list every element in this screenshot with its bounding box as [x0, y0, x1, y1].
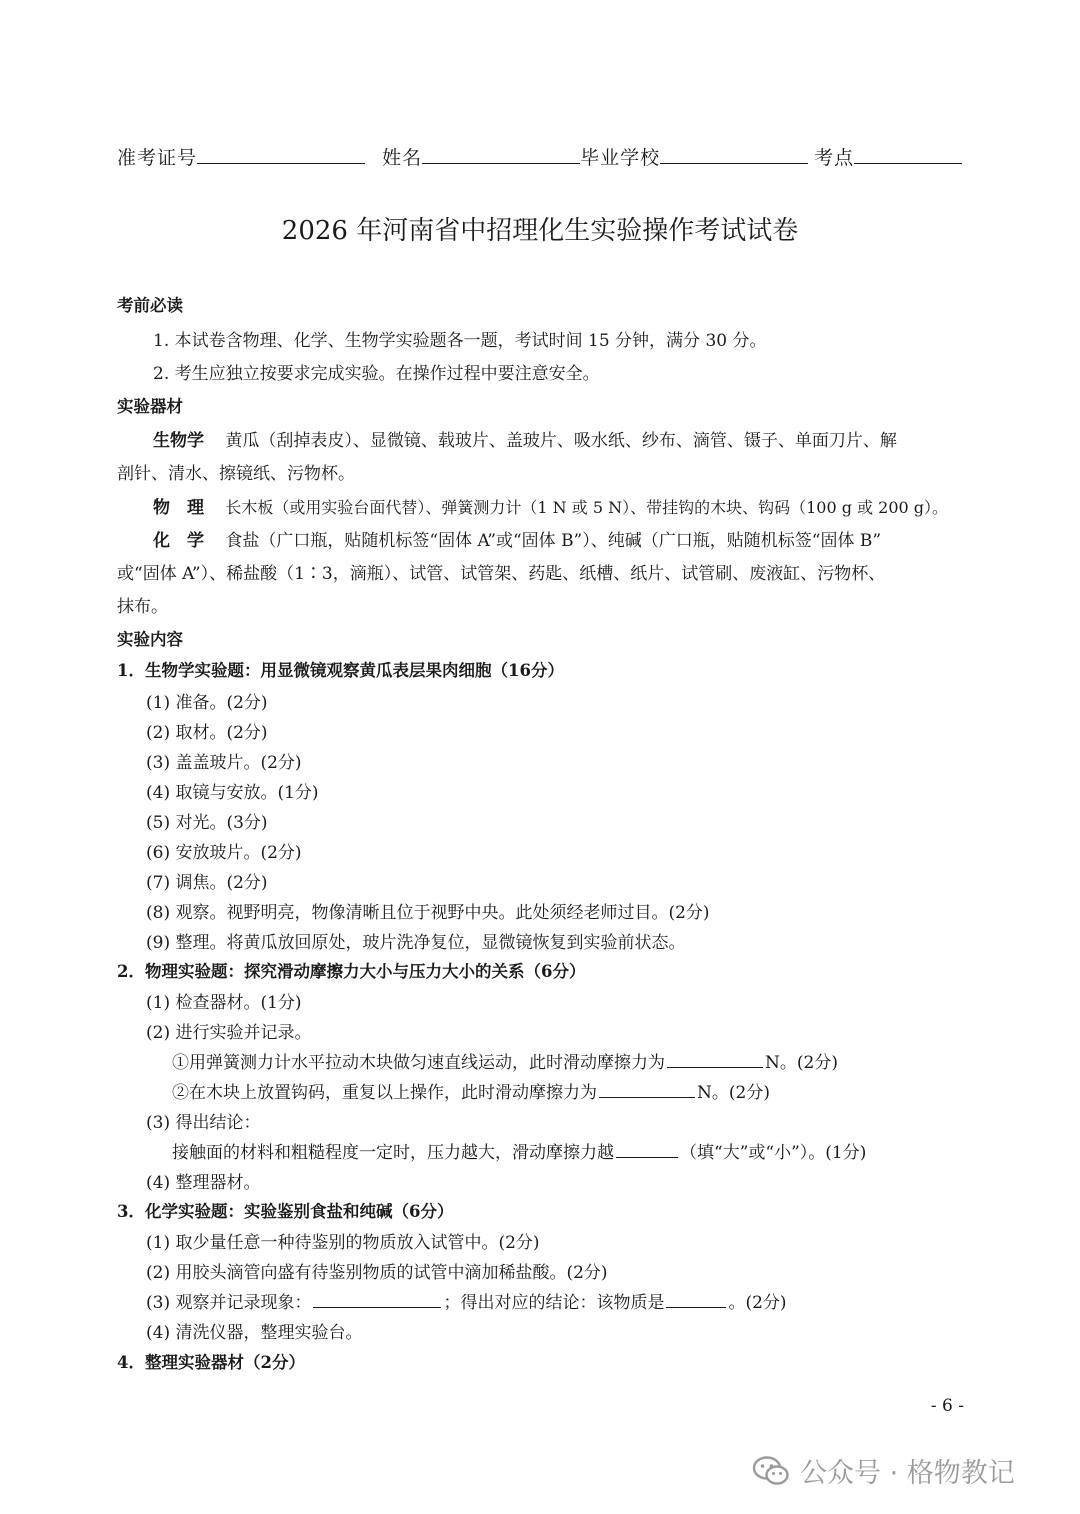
- exam-site-label: 考点: [814, 147, 855, 169]
- q3-step-3-score: 。(2分): [728, 1293, 787, 1313]
- q3-title: 3．化学实验题：实验鉴别食盐和纯碱（6分）: [117, 1202, 454, 1221]
- q2-step-2b-unit: N。(2分): [697, 1083, 770, 1103]
- q1-step: (9) 整理。将黄瓜放回原处，玻片洗净复位，显微镜恢复到实验前状态。: [146, 933, 686, 953]
- q3-step-2: (2) 用胶头滴管向盛有待鉴别物质的试管中滴加稀盐酸。(2分): [146, 1263, 608, 1283]
- q1-step: (6) 安放玻片。(2分): [146, 843, 302, 863]
- bio-label: 生物学: [153, 431, 204, 451]
- exam-number-label: 准考证号: [117, 147, 198, 169]
- q2-step-1: (1) 检查器材。(1分): [146, 993, 302, 1013]
- notice-item-1: 1. 本试卷含物理、化学、生物学实验题各一题，考试时间 15 分钟，满分 30 分。: [153, 331, 767, 351]
- equipment-chem-line-2: 或“固体 A”）、稀盐酸（1∶3，滴瓶）、试管、试管架、药匙、纸槽、纸片、试管刷、废液缸、污物杯、: [117, 564, 886, 584]
- wechat-icon: [752, 1456, 790, 1486]
- substance-answer-blank[interactable]: [666, 1289, 726, 1308]
- bio-text: 黄瓜（刮掉表皮）、显微镜、载玻片、盖玻片、吸水纸、纱布、滴管、镊子、单面刀片、解: [225, 431, 897, 451]
- q2-step-2a: [172, 1048, 838, 1073]
- equipment-heading: 实验器材: [117, 397, 183, 416]
- watermark-text: 公众号 · 格物教记: [800, 1458, 1015, 1489]
- equipment-bio-line-2: 剖针、清水、擦镜纸、污物杯。: [117, 464, 355, 484]
- q1-step: (8) 观察。视野明亮，物像清晰且位于视野中央。此处须经老师过目。(2分): [146, 903, 710, 923]
- notice-item-2: 2. 考生应独立按要求完成实验。在操作过程中要注意安全。: [153, 364, 600, 384]
- q3-step-4: (4) 清洗仪器，整理实验台。: [146, 1323, 363, 1343]
- page-number: - 6 -: [930, 1396, 964, 1416]
- chem-text: 食盐（广口瓶，贴随机标签“固体 A”或“固体 B”）、纯碱（广口瓶，贴随机标签“固体 B”: [225, 531, 882, 551]
- equipment-bio-line: [153, 426, 897, 451]
- q2-step-2b: [172, 1078, 770, 1103]
- q2-title: 2．物理实验题：探究滑动摩擦力大小与压力大小的关系（6分）: [117, 962, 586, 981]
- friction-answer-blank-1[interactable]: [667, 1049, 763, 1068]
- q1-step: (5) 对光。(3分): [146, 813, 268, 833]
- friction-answer-blank-2[interactable]: [599, 1079, 695, 1098]
- name-label: 姓名: [382, 147, 423, 169]
- watermark: [752, 1451, 1015, 1490]
- equipment-chem-line-3: 抹布。: [117, 597, 168, 617]
- name-field[interactable]: [422, 144, 580, 164]
- phy-label: 物 理: [153, 498, 204, 518]
- exam-number-field[interactable]: [197, 144, 365, 164]
- q2-step-3: (3) 得出结论：: [146, 1113, 261, 1133]
- q1-step: (4) 取镜与安放。(1分): [146, 783, 319, 803]
- q1-step: (1) 准备。(2分): [146, 693, 268, 713]
- school-label: 毕业学校: [580, 147, 661, 169]
- page-title: 2026 年河南省中招理化生实验操作考试试卷: [281, 216, 799, 246]
- candidate-info-header: [117, 143, 962, 170]
- q2-step-3a-text: 接触面的材料和粗糙程度一定时，压力越大，滑动摩擦力越: [172, 1143, 614, 1163]
- phy-text: 长木板（或用实验台面代替）、弹簧测力计（1 N 或 5 N）、带挂钩的木块、钩码（100 g 或 200 g）。: [225, 498, 949, 517]
- exam-site-field[interactable]: [854, 144, 962, 164]
- q1-title: 1．生物学实验题：用显微镜观察黄瓜表层果肉细胞（16分）: [117, 661, 564, 680]
- conclusion-answer-blank[interactable]: [616, 1139, 678, 1158]
- q2-step-2a-unit: N。(2分): [765, 1053, 838, 1073]
- school-field[interactable]: [660, 144, 808, 164]
- q1-step: (2) 取材。(2分): [146, 723, 268, 743]
- q4-title: 4．整理实验器材（2分）: [117, 1353, 305, 1372]
- phenomenon-answer-blank[interactable]: [313, 1289, 441, 1308]
- q1-step: (3) 盖盖玻片。(2分): [146, 753, 302, 773]
- q2-step-3a: [172, 1138, 866, 1163]
- q2-step-2b-text: ②在木块上放置钩码，重复以上操作，此时滑动摩擦力为: [172, 1083, 597, 1103]
- q1-step: (7) 调焦。(2分): [146, 873, 268, 893]
- q3-step-3-mid: ；得出对应的结论：该物质是: [443, 1293, 665, 1313]
- notice-heading: 考前必读: [117, 296, 183, 315]
- equipment-phy-line: [153, 493, 948, 518]
- q2-step-2: (2) 进行实验并记录。: [146, 1023, 312, 1043]
- q3-step-3-text: (3) 观察并记录现象：: [146, 1293, 312, 1313]
- chem-label: 化 学: [153, 531, 204, 551]
- equipment-chem-line: [153, 526, 881, 551]
- q2-step-2a-text: ①用弹簧测力计水平拉动木块做匀速直线运动，此时滑动摩擦力为: [172, 1053, 665, 1073]
- q3-step-1: (1) 取少量任意一种待鉴别的物质放入试管中。(2分): [146, 1233, 540, 1253]
- content-heading: 实验内容: [117, 630, 183, 649]
- q3-step-3: [146, 1288, 787, 1313]
- q2-step-3a-hint: （填“大”或“小”）。(1分): [680, 1143, 867, 1163]
- q2-step-4: (4) 整理器材。: [146, 1173, 261, 1193]
